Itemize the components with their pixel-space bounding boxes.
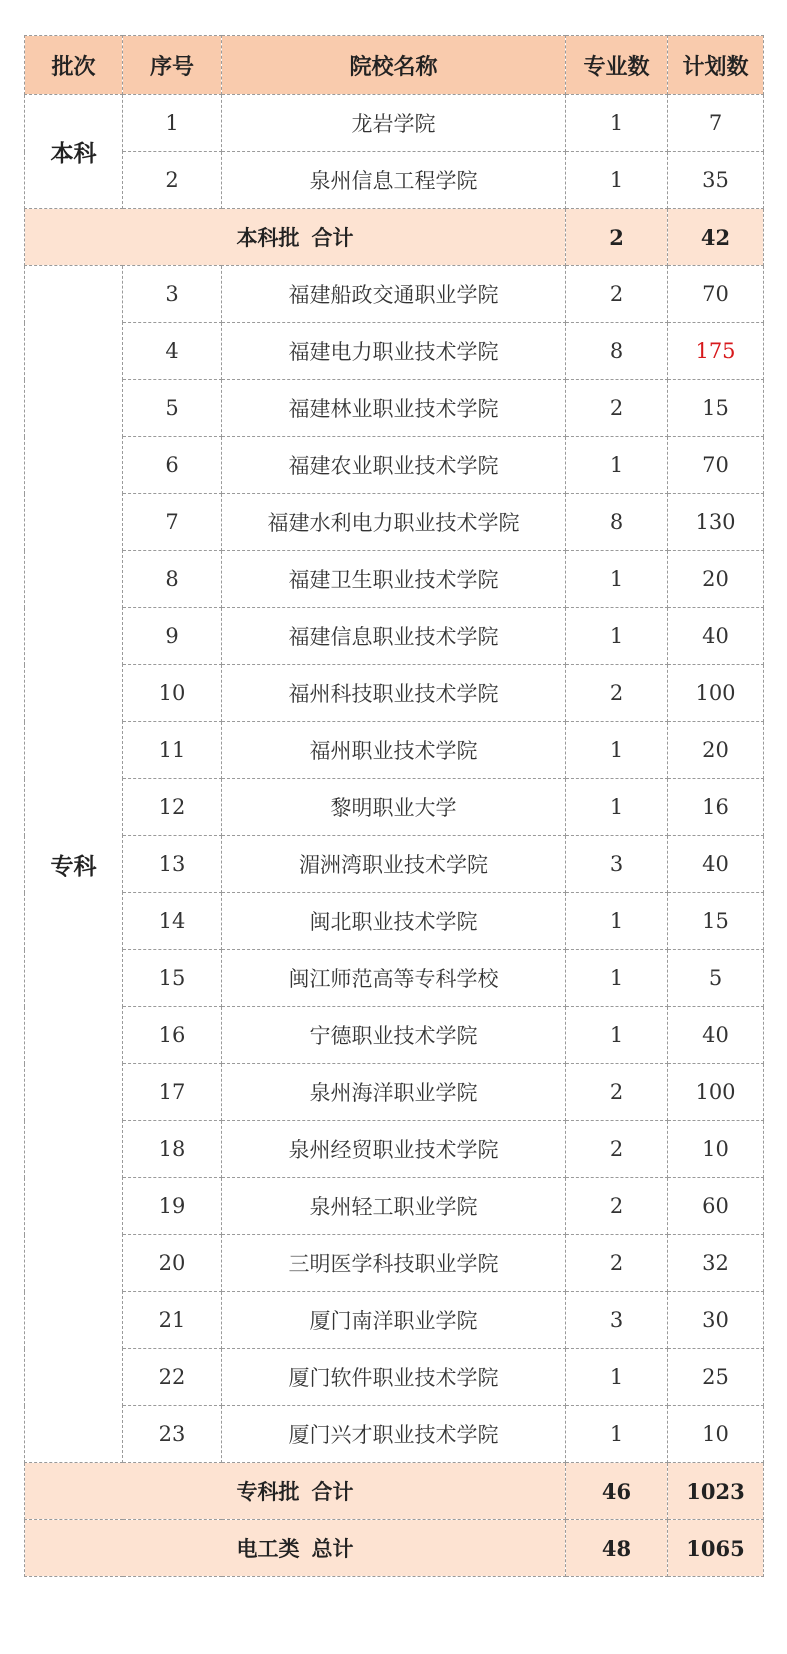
table-row [25,437,764,494]
total-row [25,1520,764,1577]
subtotal-row-plan-count: 42 [668,209,764,266]
major-count: 2 [566,1064,668,1121]
subtotal-row-label [25,209,566,266]
total-row-label-a: 电工类 [236,1536,300,1561]
row-number: 1 [123,95,222,152]
row-number: 8 [123,551,222,608]
row-number: 4 [123,323,222,380]
table-row [25,1349,764,1406]
total-row-major-count: 48 [566,1520,668,1577]
row-number: 23 [123,1406,222,1463]
school-name: 黎明职业大学 [222,779,566,836]
table-row [25,893,764,950]
table-header-row [25,36,764,95]
row-number: 19 [123,1178,222,1235]
table-row [25,1406,764,1463]
major-count: 1 [566,893,668,950]
plan-count: 60 [668,1178,764,1235]
plan-count: 100 [668,1064,764,1121]
subtotal-row-major-count: 2 [566,209,668,266]
major-count: 1 [566,1349,668,1406]
row-number: 20 [123,1235,222,1292]
school-name: 宁德职业技术学院 [222,1007,566,1064]
total-row-label-b: 总计 [311,1536,354,1561]
table-row [25,1007,764,1064]
row-number: 18 [123,1121,222,1178]
school-name: 龙岩学院 [222,95,566,152]
plan-count: 100 [668,665,764,722]
school-name: 厦门兴才职业技术学院 [222,1406,566,1463]
major-count: 8 [566,323,668,380]
major-count: 1 [566,779,668,836]
subtotal-row [25,1463,764,1520]
school-name: 福州职业技术学院 [222,722,566,779]
school-name: 福建电力职业技术学院 [222,323,566,380]
table-row [25,1121,764,1178]
row-number: 21 [123,1292,222,1349]
subtotal-row-major-count: 46 [566,1463,668,1520]
school-name: 福建信息职业技术学院 [222,608,566,665]
row-number: 6 [123,437,222,494]
table-row [25,152,764,209]
table-row [25,608,764,665]
major-count: 1 [566,152,668,209]
major-count: 2 [566,1235,668,1292]
major-count: 1 [566,1406,668,1463]
row-number: 10 [123,665,222,722]
row-number: 17 [123,1064,222,1121]
major-count: 1 [566,722,668,779]
plan-count: 35 [668,152,764,209]
table-row [25,950,764,1007]
major-count: 1 [566,1007,668,1064]
total-row-label [25,1520,566,1577]
row-number: 7 [123,494,222,551]
school-name: 泉州信息工程学院 [222,152,566,209]
header-batch: 批次 [25,36,123,95]
school-name: 厦门软件职业技术学院 [222,1349,566,1406]
table-row [25,1178,764,1235]
row-number: 22 [123,1349,222,1406]
row-number: 5 [123,380,222,437]
header-plan-count: 计划数 [668,36,764,95]
table-row [25,1064,764,1121]
row-number: 9 [123,608,222,665]
batch-cell: 专科 [25,266,123,1463]
table-row [25,323,764,380]
subtotal-row [25,209,764,266]
row-number: 3 [123,266,222,323]
school-name: 泉州海洋职业学院 [222,1064,566,1121]
row-number: 14 [123,893,222,950]
school-name: 闽江师范高等专科学校 [222,950,566,1007]
school-name: 闽北职业技术学院 [222,893,566,950]
major-count: 3 [566,1292,668,1349]
major-count: 8 [566,494,668,551]
major-count: 3 [566,836,668,893]
school-name: 泉州轻工职业学院 [222,1178,566,1235]
table-row [25,266,764,323]
row-number: 13 [123,836,222,893]
major-count: 1 [566,95,668,152]
table-row [25,665,764,722]
major-count: 2 [566,266,668,323]
plan-count: 16 [668,779,764,836]
subtotal-row-label-a: 本科批 [236,225,300,250]
school-name: 福建船政交通职业学院 [222,266,566,323]
plan-count: 40 [668,608,764,665]
row-number: 12 [123,779,222,836]
school-name: 福建林业职业技术学院 [222,380,566,437]
header-school-name: 院校名称 [222,36,566,95]
table-body [25,36,764,1577]
major-count: 1 [566,950,668,1007]
row-number: 15 [123,950,222,1007]
row-number: 16 [123,1007,222,1064]
major-count: 1 [566,608,668,665]
major-count: 2 [566,1121,668,1178]
major-count: 1 [566,437,668,494]
table-row [25,551,764,608]
school-name: 三明医学科技职业学院 [222,1235,566,1292]
plan-count: 15 [668,380,764,437]
school-name: 湄洲湾职业技术学院 [222,836,566,893]
row-number: 11 [123,722,222,779]
major-count: 2 [566,380,668,437]
plan-count: 40 [668,1007,764,1064]
plan-count: 7 [668,95,764,152]
plan-count: 20 [668,551,764,608]
major-count: 2 [566,1178,668,1235]
plan-count: 25 [668,1349,764,1406]
major-count: 1 [566,551,668,608]
batch-cell: 本科 [25,95,123,209]
table-row [25,1235,764,1292]
plan-count: 70 [668,437,764,494]
table-row [25,779,764,836]
plan-count: 10 [668,1406,764,1463]
plan-count: 70 [668,266,764,323]
total-row-plan-count: 1065 [668,1520,764,1577]
enrollment-plan-table [24,35,764,1577]
header-major-count: 专业数 [566,36,668,95]
table-row [25,95,764,152]
table-row [25,380,764,437]
subtotal-row-label [25,1463,566,1520]
subtotal-row-plan-count: 1023 [668,1463,764,1520]
plan-count: 15 [668,893,764,950]
major-count: 2 [566,665,668,722]
school-name: 福建水利电力职业技术学院 [222,494,566,551]
plan-count: 40 [668,836,764,893]
school-name: 福州科技职业技术学院 [222,665,566,722]
table-row [25,722,764,779]
school-name: 福建农业职业技术学院 [222,437,566,494]
plan-count: 130 [668,494,764,551]
table-row [25,1292,764,1349]
subtotal-row-label-a: 专科批 [236,1479,300,1504]
subtotal-row-label-b: 合计 [311,225,354,250]
table-row [25,494,764,551]
subtotal-row-label-b: 合计 [311,1479,354,1504]
table-row [25,836,764,893]
plan-count: 20 [668,722,764,779]
plan-count: 175 [668,323,764,380]
school-name: 福建卫生职业技术学院 [222,551,566,608]
plan-count: 10 [668,1121,764,1178]
row-number: 2 [123,152,222,209]
header-number: 序号 [123,36,222,95]
plan-count: 5 [668,950,764,1007]
school-name: 泉州经贸职业技术学院 [222,1121,566,1178]
school-name: 厦门南洋职业学院 [222,1292,566,1349]
plan-count: 32 [668,1235,764,1292]
plan-count: 30 [668,1292,764,1349]
